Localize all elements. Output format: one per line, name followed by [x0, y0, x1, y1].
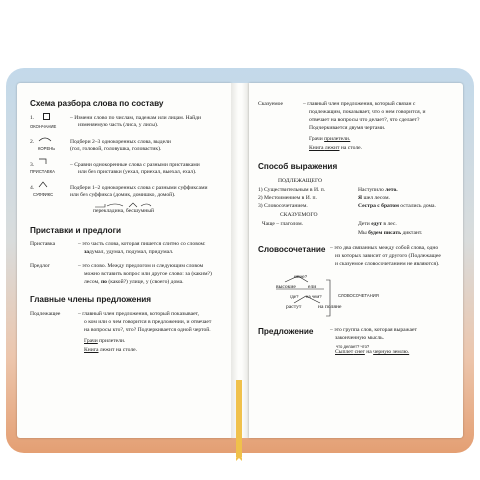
diag-question: на чем?	[306, 294, 322, 299]
item-text: – Измени слово по числам, падежам или лицам. Найди	[70, 115, 201, 121]
diag-word: на поляне	[318, 304, 342, 310]
item-label: ОКОНЧАНИЕ	[30, 124, 57, 129]
expr-row: Чаще – глаголом.	[262, 221, 304, 227]
bracket-icon	[326, 280, 332, 316]
prefix-examples: задумал, удумал, подумал, придумал.	[84, 249, 174, 255]
prefix-title: Приставки и предлоги	[30, 226, 122, 235]
sentence-def: законченную мысль.	[335, 335, 385, 341]
preposition-def: – это слово. Между предлогом и следующим словом	[78, 263, 204, 269]
preposition-term: Предлог	[30, 263, 50, 269]
example-words: перекладина, бесшумный	[93, 208, 155, 214]
subject-example: Грачи прилетели.	[84, 338, 126, 344]
prefix-def: – это часть слова, которая пишется слитно со словом:	[78, 241, 206, 247]
prefix-icon	[38, 158, 48, 164]
expr-row: 1) Существительным в И. п.	[258, 187, 326, 193]
expr-example: Сестра с братом остались дома.	[358, 203, 436, 209]
diag-question: где?	[290, 294, 299, 299]
bookmark-ribbon[interactable]	[236, 380, 242, 458]
item-num: 1.	[30, 115, 35, 121]
arc-icon	[38, 136, 52, 142]
phrase-def: из которых зависит от другого (Подлежащее	[335, 253, 441, 259]
predicate-def: отвечает на вопросы что делает?, что сделает?	[309, 117, 420, 123]
predicate-def: Подчеркивается двумя чертами.	[309, 125, 386, 131]
phrase-title: Словосочетание	[258, 245, 326, 254]
expr-example: Мы будем писать диктант.	[358, 230, 423, 236]
item-label: СУФФИКС	[33, 192, 54, 197]
phrase-def: и сказуемое словосочетанием не являются).	[335, 261, 440, 267]
expr-example: Наступило лето.	[358, 187, 398, 193]
item-text: Подбери 1–2 однокоренных слова с разными суффиксами	[70, 185, 208, 191]
predicate-example: Грачи прилетели.	[309, 136, 351, 142]
sentence-def: – это группа слов, которая выражает	[330, 327, 417, 333]
item-text: (гол, головой, головушка, головастик).	[70, 146, 162, 152]
expr-example: Я шел лесом.	[358, 195, 390, 201]
item-label: ПРИСТАВКА	[30, 169, 55, 174]
members-title: Главные члены предложения	[30, 295, 152, 304]
suffix-icon	[38, 181, 48, 187]
item-text: или без приставки (уехал, приехал, выехал, ехал).	[78, 169, 197, 175]
predicate-example: Книга лежит на столе.	[309, 145, 363, 151]
item-text: изменяемую часть (лиса, у лисы).	[78, 122, 159, 128]
expr-row: 2) Местоимением в И. п.	[258, 195, 317, 201]
scheme-title: Схема разбора слова по составу	[30, 99, 164, 108]
phrase-def: – это два связанных между собой слова, одно	[330, 245, 439, 251]
preposition-def: лесом, по (какой?) улице, у (своего) дома.	[84, 279, 184, 285]
sentence-questions: что делает? что?	[336, 344, 370, 349]
item-text: Подбери 2–3 однокоренных слова, выдели	[70, 139, 171, 145]
diag-word: растут	[286, 304, 302, 310]
predicate-def: подлежащим, показывает, что о нем говорится, и	[309, 109, 426, 115]
subject-head: ПОДЛЕЖАЩЕГО	[278, 178, 323, 184]
prefix-term: Приставка	[30, 241, 56, 247]
sentence-title: Предложение	[258, 327, 314, 336]
item-label: КОРЕНЬ	[38, 146, 56, 151]
item-text: или без суффикса (домик, домишко, домой).	[70, 192, 176, 198]
predicate-def: – главный член предложения, который связан с	[303, 101, 416, 107]
expr-example: Дети едут в лес.	[358, 221, 397, 227]
item-num: 2.	[30, 139, 35, 145]
expression-title: Способ выражения	[258, 162, 338, 171]
diag-question: какие?	[294, 274, 308, 279]
diag-word: ели	[308, 284, 317, 290]
diag-label: СЛОВОСОЧЕТАНИЯ	[338, 293, 379, 298]
subject-def: на вопросы кто?, что? Подчеркивается одной чертой.	[84, 327, 211, 333]
preposition-def: можно вставить вопрос или другое слово: за (каким?)	[84, 271, 212, 277]
box-icon	[43, 113, 50, 120]
item-num: 3.	[30, 162, 35, 168]
item-text: – Сравни однокоренные слова с разными приставками	[70, 162, 200, 168]
diag-word: высокие	[276, 284, 296, 290]
subject-def: о ком или о чем говорится в предложении, и отвечает	[84, 319, 212, 325]
subject-example: Книга лежит на столе.	[84, 347, 137, 353]
subject-term: Подлежащее	[30, 311, 61, 317]
expr-row: 3) Словосочетанием.	[258, 203, 308, 209]
predicate-term: Сказуемое	[258, 101, 284, 107]
subject-def: – главный член предложения, который показывает,	[78, 311, 199, 317]
predicate-head: СКАЗУЕМОГО	[280, 212, 318, 218]
sentence-example: Сыплет снег на черную землю.	[335, 349, 410, 355]
item-num: 4.	[30, 185, 35, 191]
